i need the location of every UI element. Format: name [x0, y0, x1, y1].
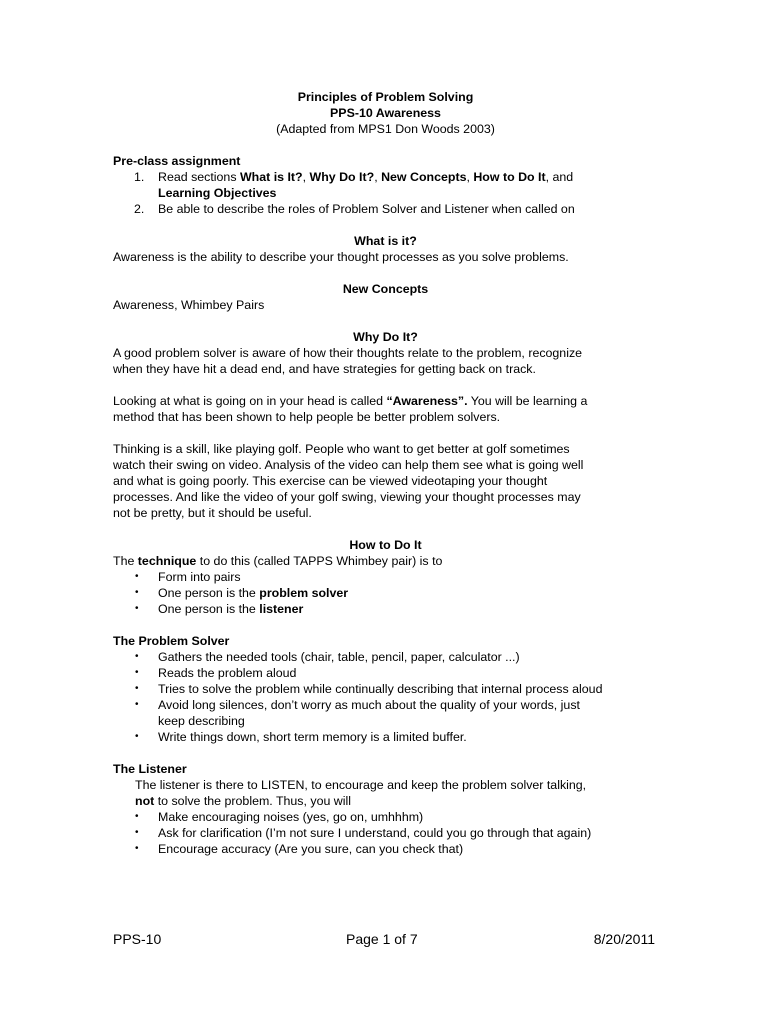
list-item [113, 681, 658, 697]
not-term: not [135, 794, 155, 808]
text: You will be learning a [467, 394, 588, 408]
text-line: not be pretty, but it should be useful. [113, 506, 312, 520]
text: One person is the [158, 602, 260, 616]
text: Ask for clarification (I’m not sure I understand, could you go through that again) [158, 826, 592, 840]
preclass-list [113, 169, 658, 217]
listener-heading: The Listener [113, 762, 187, 776]
section-concepts: New Concepts [381, 170, 467, 184]
list-item [113, 569, 658, 585]
problem-solver-term: problem solver [259, 586, 349, 600]
how-list [113, 569, 658, 617]
why-heading: Why Do It? [353, 330, 418, 344]
text: to do this (called TAPPS Whimbey pair) is to [196, 554, 443, 568]
solver-list [113, 649, 658, 745]
text: The [113, 554, 138, 568]
solver-heading: The Problem Solver [113, 634, 230, 648]
text: Read sections [158, 170, 240, 184]
text: Reads the problem aloud [158, 666, 297, 680]
section-why: Why Do It? [309, 170, 375, 184]
concepts-heading: New Concepts [342, 282, 429, 296]
text-line: processes. And like the video of your golf swing, viewing your thought processes may [113, 490, 581, 504]
listener-list [113, 809, 658, 857]
bullet-icon: • [135, 683, 139, 694]
what-text: Awareness is the ability to describe your thought processes as you solve problems. [113, 250, 569, 264]
list-item [113, 665, 658, 681]
list-item [113, 585, 658, 601]
concepts-text: Awareness, Whimbey Pairs [113, 298, 265, 312]
footer-date: 8/20/2011 [593, 931, 655, 947]
bullet-icon: • [135, 827, 139, 838]
item-number: 2. [134, 202, 145, 216]
text-line: The listener is there to LISTEN, to encourage and keep the problem solver talking, [135, 778, 587, 792]
text: One person is the [158, 586, 260, 600]
text: Gathers the needed tools (chair, table, pencil, paper, calculator ...) [158, 650, 520, 664]
bullet-icon: • [135, 731, 139, 742]
text-line: method that has been shown to help people be better problem solvers. [113, 410, 501, 424]
bullet-icon: • [135, 651, 139, 662]
section-objectives: Learning Objectives [158, 186, 277, 200]
footer-doc-id: PPS-10 [113, 931, 162, 947]
text: Write things down, short term memory is a limited buffer. [158, 730, 467, 744]
section-how: How to Do It [473, 170, 546, 184]
section-what: What is It? [239, 170, 303, 184]
list-item [113, 825, 658, 841]
bullet-icon: • [135, 811, 139, 822]
bullet-icon: • [135, 667, 139, 678]
how-heading: How to Do It [349, 538, 422, 552]
why-paragraph-2 [113, 393, 658, 425]
text: Avoid long silences, don’t worry as much about the quality of your words, just [158, 698, 580, 712]
preclass-item-2 [113, 201, 658, 217]
text: , [374, 170, 382, 184]
list-item [113, 649, 658, 665]
preclass-item-1 [113, 169, 658, 201]
listener-term: listener [259, 602, 304, 616]
text: Looking at what is going on in your head is called [113, 394, 387, 408]
bullet-icon: • [135, 699, 139, 710]
awareness-term: “Awareness”. [386, 394, 468, 408]
doc-subtitle: PPS-10 Awareness [330, 106, 441, 120]
text-line: A good problem solver is aware of how their thoughts relate to the problem, recognize [113, 346, 583, 360]
page-footer [113, 931, 655, 949]
listener-intro [113, 777, 658, 809]
bullet-icon: • [135, 571, 139, 582]
text: to solve the problem. Thus, you will [154, 794, 352, 808]
how-intro [113, 553, 658, 569]
doc-title: Principles of Problem Solving [297, 90, 474, 104]
item-number: 1. [134, 170, 145, 184]
text-line: and what is going poorly. This exercise can be viewed videotaping your thought [113, 474, 548, 488]
text: Encourage accuracy (Are you sure, can you check that) [158, 842, 464, 856]
list-item [113, 809, 658, 825]
text: Make encouraging noises (yes, go on, umhhhm) [158, 810, 424, 824]
text: , [466, 170, 474, 184]
bullet-icon: • [135, 843, 139, 854]
text-line: when they have hit a dead end, and have strategies for getting back on track. [113, 362, 536, 376]
why-paragraph-1 [113, 345, 658, 377]
text: Be able to describe the roles of Problem Solver and Listener when called on [158, 202, 575, 216]
text: keep describing [158, 714, 245, 728]
doc-source: (Adapted from MPS1 Don Woods 2003) [276, 122, 495, 136]
text: , and [545, 170, 574, 184]
preclass-heading: Pre-class assignment [113, 154, 241, 168]
list-item [113, 729, 658, 745]
text-line: watch their swing on video. Analysis of the video can help them see what is going well [113, 458, 584, 472]
list-item [113, 601, 658, 617]
footer-page-number: Page 1 of 7 [346, 931, 418, 947]
text: Tries to solve the problem while continually describing that internal process aloud [158, 682, 603, 696]
text-line: Thinking is a skill, like playing golf. People who want to get better at golf sometimes [113, 442, 570, 456]
bullet-icon: • [135, 603, 139, 614]
text: Form into pairs [158, 570, 241, 584]
document-page [113, 89, 658, 857]
list-item [113, 697, 658, 729]
why-paragraph-3 [113, 441, 658, 521]
list-item [113, 841, 658, 857]
text: , [302, 170, 310, 184]
technique-term: technique [137, 554, 197, 568]
what-heading: What is it? [354, 234, 417, 248]
bullet-icon: • [135, 587, 139, 598]
